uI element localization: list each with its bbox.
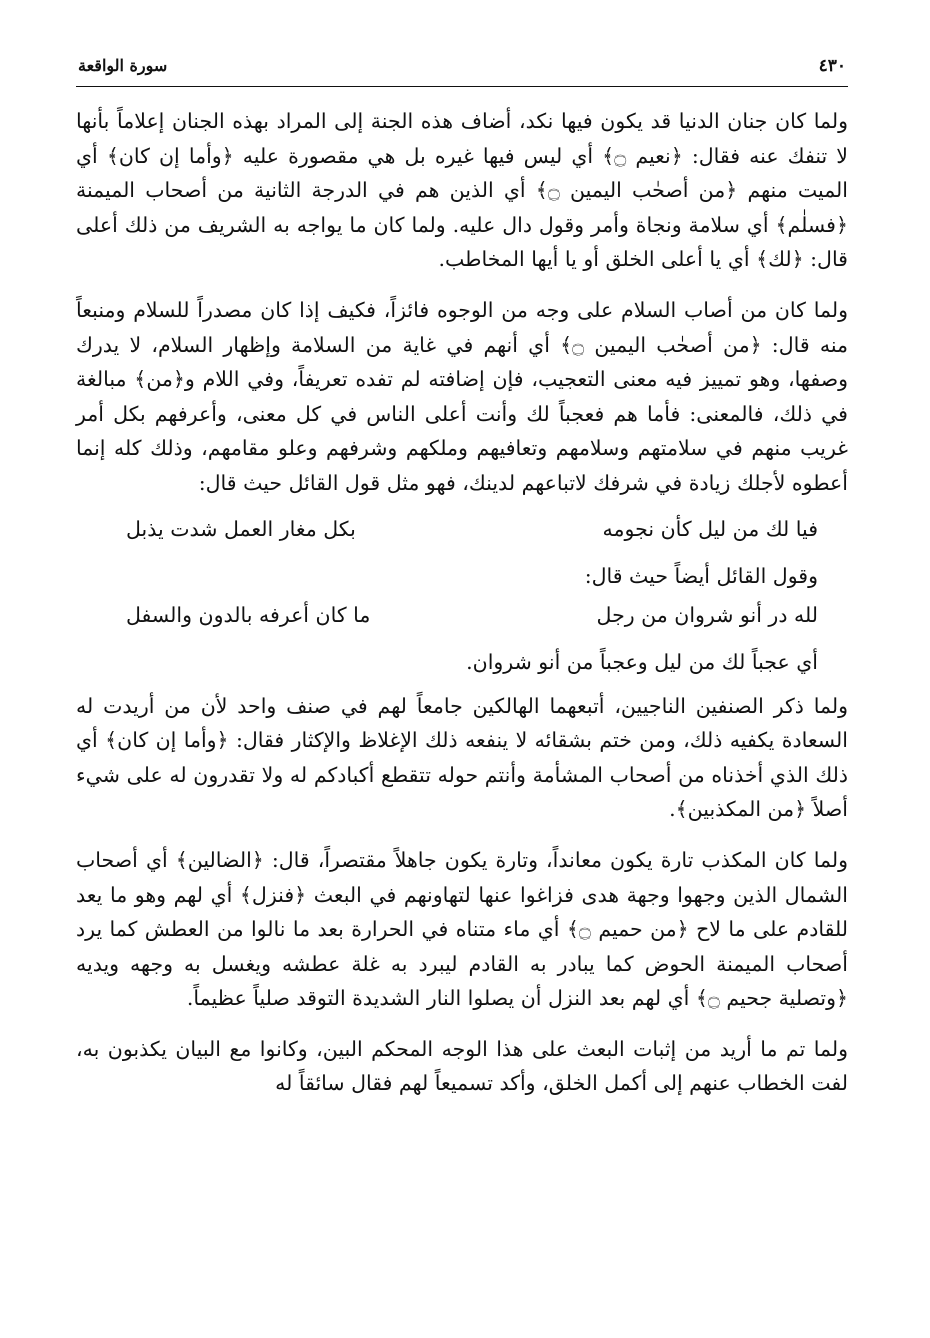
header-divider bbox=[76, 86, 848, 87]
paragraph-2: ولما كان من أصاب السلام على وجه من الوجوه فائزاً، فكيف إذا كان مصدراً للسلام ومنبعاً منه قال: ﴿من أصحٰب اليمين ۝﴾ أي أنهم في غاية من السلامة وإظهار السلام، لا يدرك وصفها، وهو تمييز فيه معنى التعجيب، فإن إضافته لم تفده تعريفاً، وفي اللام و﴿من﴾ مبالغة في ذلك، فالمعنى: فأما هم فعجباً لك وأنت أعلى الناس في كل معنى، وأعرفهم بكل أمر غريب منهم في سلامتهم وسلامهم وتعافيهم وملكهم وشرفهم وعلو مقامهم، وذلك كله إنما أعطوه لأجلك زيادة في شرفك لاتباعهم لدينك، فهو مثل قول القائل حيث قال: bbox=[76, 297, 848, 495]
paragraph-4: ولما كان المكذب تارة يكون معانداً، وتارة يكون جاهلاً مقتصراً، قال: ﴿الضالين﴾ أي أصحاب الشمال الذين وجهوا وجهة هدى فزاغوا عنها لتهاونهم في البعث ﴿فنزل﴾ أي لهم وهو ما يعد للقادم على ما لاح ﴿من حميم ۝﴾ أي ماء متناه في الحرارة بعد ما نالوا من العطش كما يرد أصحاب الميمنة الحوض كما يبادر به القادم ليبرد به غلة عطشه ويغسل به وجهه ويديه ﴿وتصلية جحيم ۝﴾ أي لهم بعد النزل أن يصلوا النار الشديدة التوقد صلياً عظيماً. bbox=[76, 847, 848, 1011]
poem-hemistich-second: ما كان أعرفه بالدون والسفل bbox=[126, 602, 371, 627]
page-body bbox=[76, 104, 848, 1117]
poem-intro: وقول القائل أيضاً حيث قال: bbox=[584, 563, 818, 588]
poem-verse bbox=[76, 517, 848, 561]
page-header bbox=[76, 56, 848, 88]
poem-hemistich-second: بكل مغار العمل شدت يذبل bbox=[126, 516, 356, 541]
poem-note: أي عجباً لك من ليل وعجباً من أنو شروان. bbox=[466, 649, 818, 674]
paragraph-3: ولما ذكر الصنفين الناجيين، أتبعهما الهالكين جامعاً لهم في صنف واحد لأن من أريدت له السعادة يكفيه ذلك، ومن ختم بشقائه لا ينفعه ذلك الإغلاظ والإكثار فقال: ﴿وأما إن كان﴾ أي ذلك الذي أخذناه من أصحاب المشأمة وأنتم حوله تتقطع أكبادكم له ولا تقدرون له على شيء أصلاً ﴿من المكذبين﴾. bbox=[76, 693, 848, 822]
poem-block-2 bbox=[76, 603, 848, 647]
poem-hemistich-first: لله در أنو شروان من رجل bbox=[596, 602, 818, 627]
poem-hemistich-first: فيا لك من ليل كأن نجومه bbox=[602, 516, 818, 541]
poem-verse bbox=[76, 603, 848, 647]
paragraph-5: ولما تم ما أريد من إثبات البعث على هذا الوجه المحكم البين، وكانوا مع البيان يكذبون به، لفت الخطاب عنهم إلى أكمل الخلق، وأكد تسميعاً لهم فقال سائقاً له bbox=[76, 1036, 848, 1096]
surah-title: سورة الواقعة bbox=[78, 56, 168, 75]
poem-block-1 bbox=[76, 517, 848, 561]
page-number: ٤٣٠ bbox=[818, 56, 846, 76]
paragraph-1: ولما كان جنان الدنيا قد يكون فيها نكد، أضاف هذه الجنة إلى المراد بهذه الجنان إعلاماً بأنها لا تنفك عنه فقال: ﴿نعيم ۝﴾ أي ليس فيها غيره بل هي مقصورة عليه ﴿وأما إن كان﴾ أي الميت منهم ﴿من أصحٰب اليمين ۝﴾ أي الذين هم في الدرجة الثانية من أصحاب الميمنة ﴿فسلٰم﴾ أي سلامة ونجاة وأمر وقول دال عليه. ولما كان ما يواجه به الشريف من ذلك أعلى قال: ﴿لك﴾ أي يا أعلى الخلق أو يا أيها المخاطب. bbox=[76, 109, 848, 272]
